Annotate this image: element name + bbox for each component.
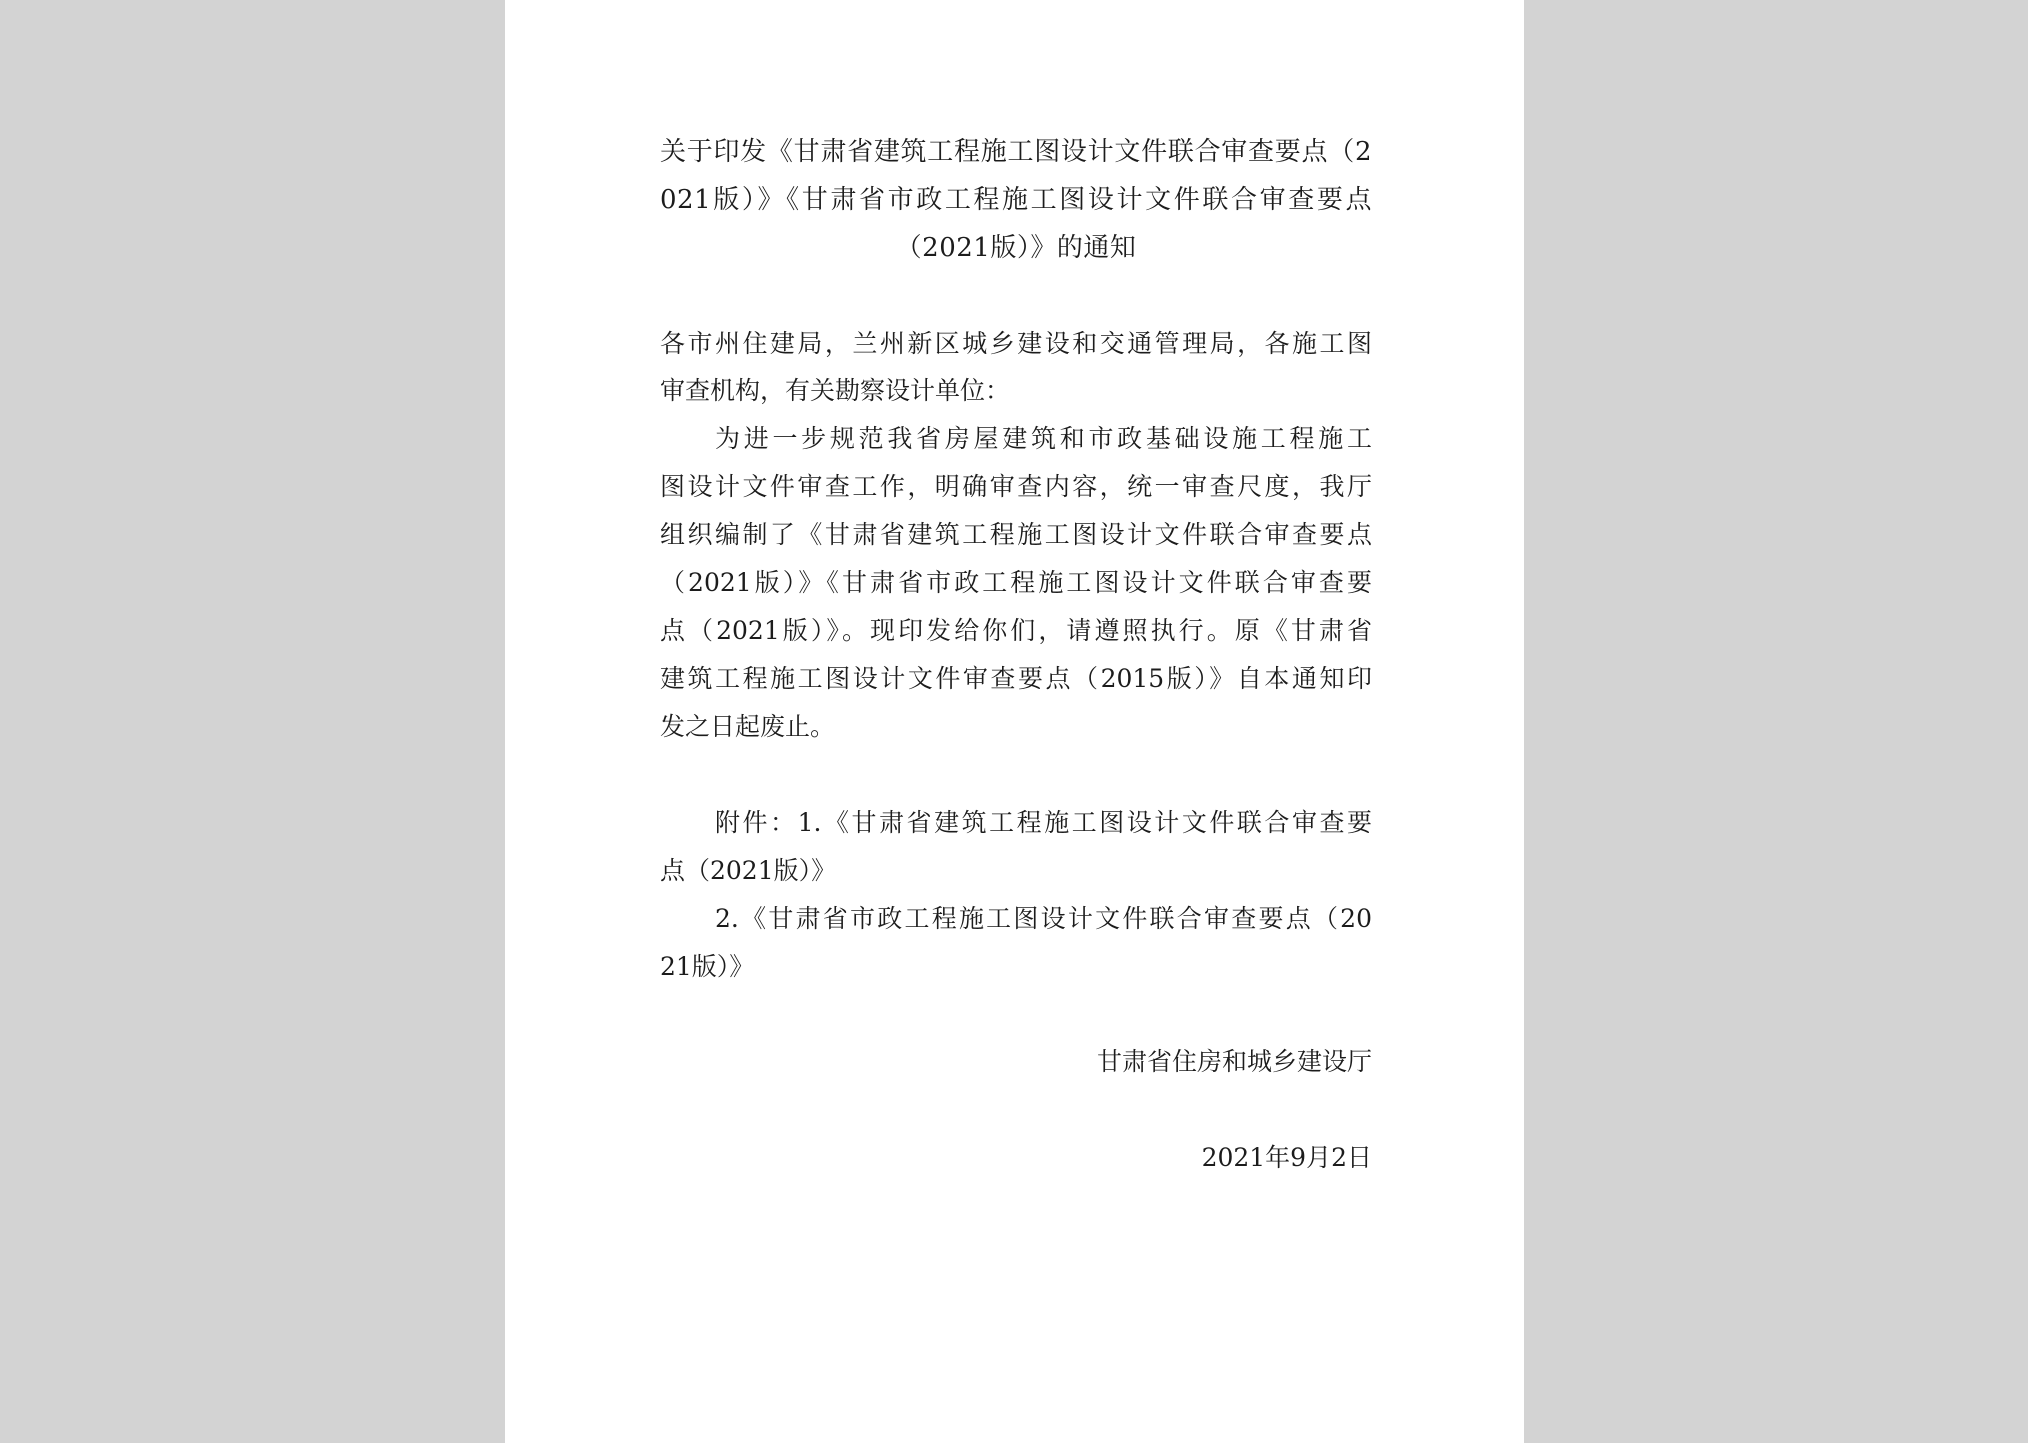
addressee-line-1: 各市州住建局，兰州新区城乡建设和交通管理局，各施工图 [660, 329, 1372, 358]
body-line-6: 建筑工程施工图设计文件审查要点（2015版）》自本通知印 [660, 664, 1372, 693]
document-date: 2021年9月2日 [1201, 1143, 1372, 1172]
title-line-2: 021版）》《甘肃省市政工程施工图设计文件联合审查要点 [660, 185, 1372, 215]
signature: 甘肃省住房和城乡建设厅 [1096, 1047, 1372, 1076]
attachment-line-3: 2.《甘肃省市政工程施工图设计文件联合审查要点（20 [715, 904, 1372, 933]
title-line-3: （2021版）》的通知 [895, 233, 1137, 263]
title-line-1: 关于印发《甘肃省建筑工程施工图设计文件联合审查要点（2 [660, 137, 1372, 167]
attachment-line-4: 21版）》 [660, 952, 755, 981]
body-line-3: 组织编制了《甘肃省建筑工程施工图设计文件联合审查要点 [660, 520, 1372, 549]
document-page [505, 0, 1524, 1443]
body-line-1: 为进一步规范我省房屋建筑和市政基础设施工程施工 [715, 424, 1372, 453]
body-line-5: 点（2021版）》。现印发给你们，请遵照执行。原《甘肃省 [660, 616, 1372, 645]
body-line-4: （2021版）》《甘肃省市政工程施工图设计文件联合审查要 [660, 568, 1372, 597]
addressee-line-2: 审查机构，有关勘察设计单位： [660, 376, 1011, 405]
attachment-line-2: 点（2021版）》 [660, 856, 837, 885]
body-line-2: 图设计文件审查工作，明确审查内容，统一审查尺度，我厅 [660, 472, 1372, 501]
attachment-line-1: 附件：1.《甘肃省建筑工程施工图设计文件联合审查要 [715, 808, 1372, 837]
body-line-7: 发之日起废止。 [660, 712, 836, 741]
